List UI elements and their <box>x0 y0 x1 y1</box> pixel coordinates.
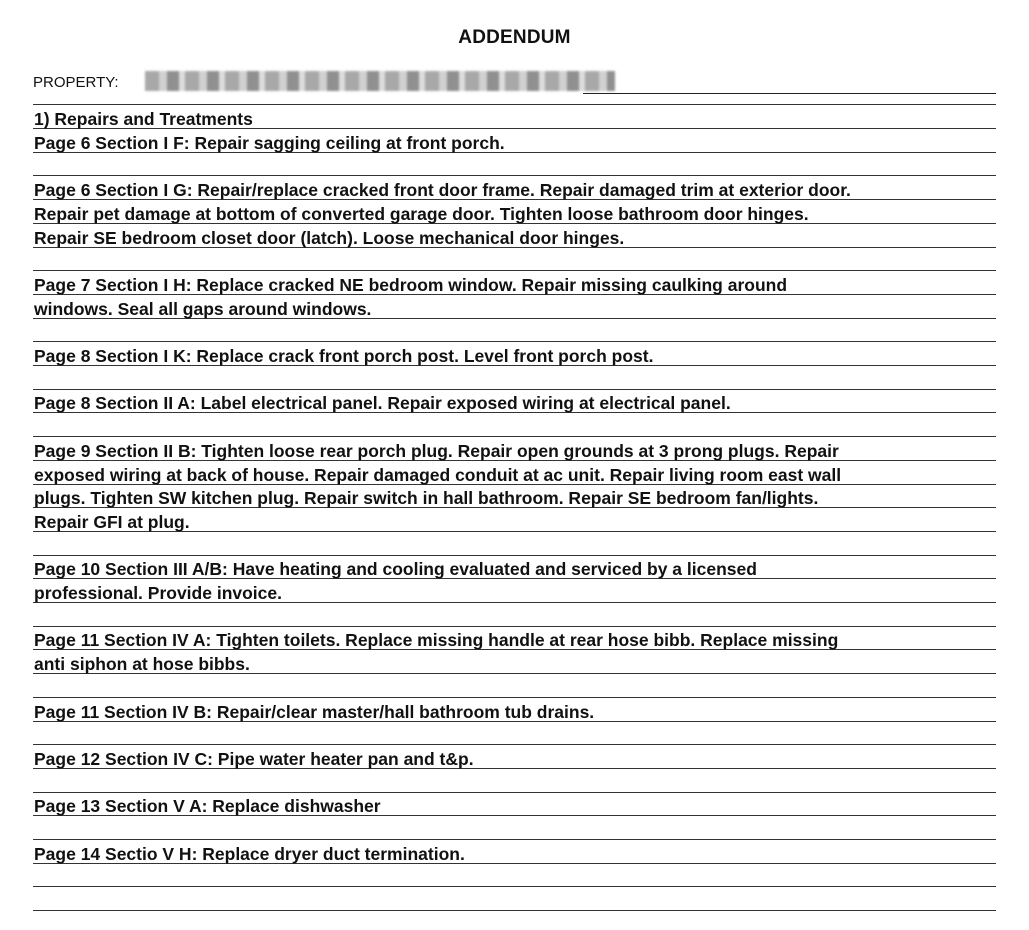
ruled-line <box>33 270 996 271</box>
addendum-line-text: Page 8 Section I K: Replace crack front porch post. Level front porch post. <box>34 346 654 366</box>
ruled-line <box>33 341 996 342</box>
redacted-property-address <box>145 71 615 91</box>
addendum-line-text: windows. Seal all gaps around windows. <box>34 299 372 319</box>
addendum-line-text: 1) Repairs and Treatments <box>34 109 253 129</box>
addendum-line-text: plugs. Tighten SW kitchen plug. Repair switch in hall bathroom. Repair SE bedroom fan/lights. <box>34 488 819 508</box>
ruled-line <box>33 175 996 176</box>
addendum-line-text: Page 11 Section IV B: Repair/clear master/hall bathroom tub drains. <box>34 702 595 722</box>
addendum-line-text: professional. Provide invoice. <box>34 583 282 603</box>
ruled-line <box>33 389 996 390</box>
addendum-line-text: Page 11 Section IV A: Tighten toilets. Replace missing handle at rear hose bibb. Replace missing <box>34 630 839 650</box>
addendum-line-text: Repair GFI at plug. <box>34 512 190 532</box>
addendum-line-text: Repair SE bedroom closet door (latch). Loose mechanical door hinges. <box>34 228 625 248</box>
ruled-line <box>33 839 996 840</box>
ruled-line <box>33 792 996 793</box>
addendum-line-text: exposed wiring at back of house. Repair damaged conduit at ac unit. Repair living room east wall <box>34 465 842 485</box>
addendum-line-text: Page 7 Section I H: Replace cracked NE bedroom window. Repair missing caulking around <box>34 275 788 295</box>
property-label: PROPERTY: <box>33 74 119 91</box>
addendum-line-text: anti siphon at hose bibbs. <box>34 654 250 674</box>
addendum-line-text: Page 10 Section III A/B: Have heating and cooling evaluated and serviced by a licensed <box>34 559 757 579</box>
ruled-line <box>33 910 996 911</box>
ruled-line <box>33 744 996 745</box>
ruled-line <box>33 436 996 437</box>
ruled-line <box>33 104 996 105</box>
addendum-line-text: Page 8 Section II A: Label electrical panel. Repair exposed wiring at electrical panel. <box>34 393 731 413</box>
addendum-line-text: Page 6 Section I G: Repair/replace cracked front door frame. Repair damaged trim at exterior door. <box>34 180 851 200</box>
ruled-line <box>33 555 996 556</box>
addendum-line-text: Page 12 Section IV C: Pipe water heater pan and t&p. <box>34 749 474 769</box>
property-row <box>33 70 996 94</box>
addendum-line-text: Page 9 Section II B: Tighten loose rear porch plug. Repair open grounds at 3 prong plugs. Repair <box>34 441 839 461</box>
ruled-line <box>33 697 996 698</box>
addendum-line-text: Repair pet damage at bottom of converted garage door. Tighten loose bathroom door hinges. <box>34 204 809 224</box>
ruled-line <box>33 886 996 887</box>
document-title: ADDENDUM <box>458 27 571 48</box>
ruled-line <box>33 626 996 627</box>
addendum-line-text: Page 6 Section I F: Repair sagging ceiling at front porch. <box>34 133 505 153</box>
addendum-line-text: Page 14 Sectio V H: Replace dryer duct termination. <box>34 844 465 864</box>
property-underline <box>583 93 996 94</box>
addendum-line-text: Page 13 Section V A: Replace dishwasher <box>34 796 381 816</box>
